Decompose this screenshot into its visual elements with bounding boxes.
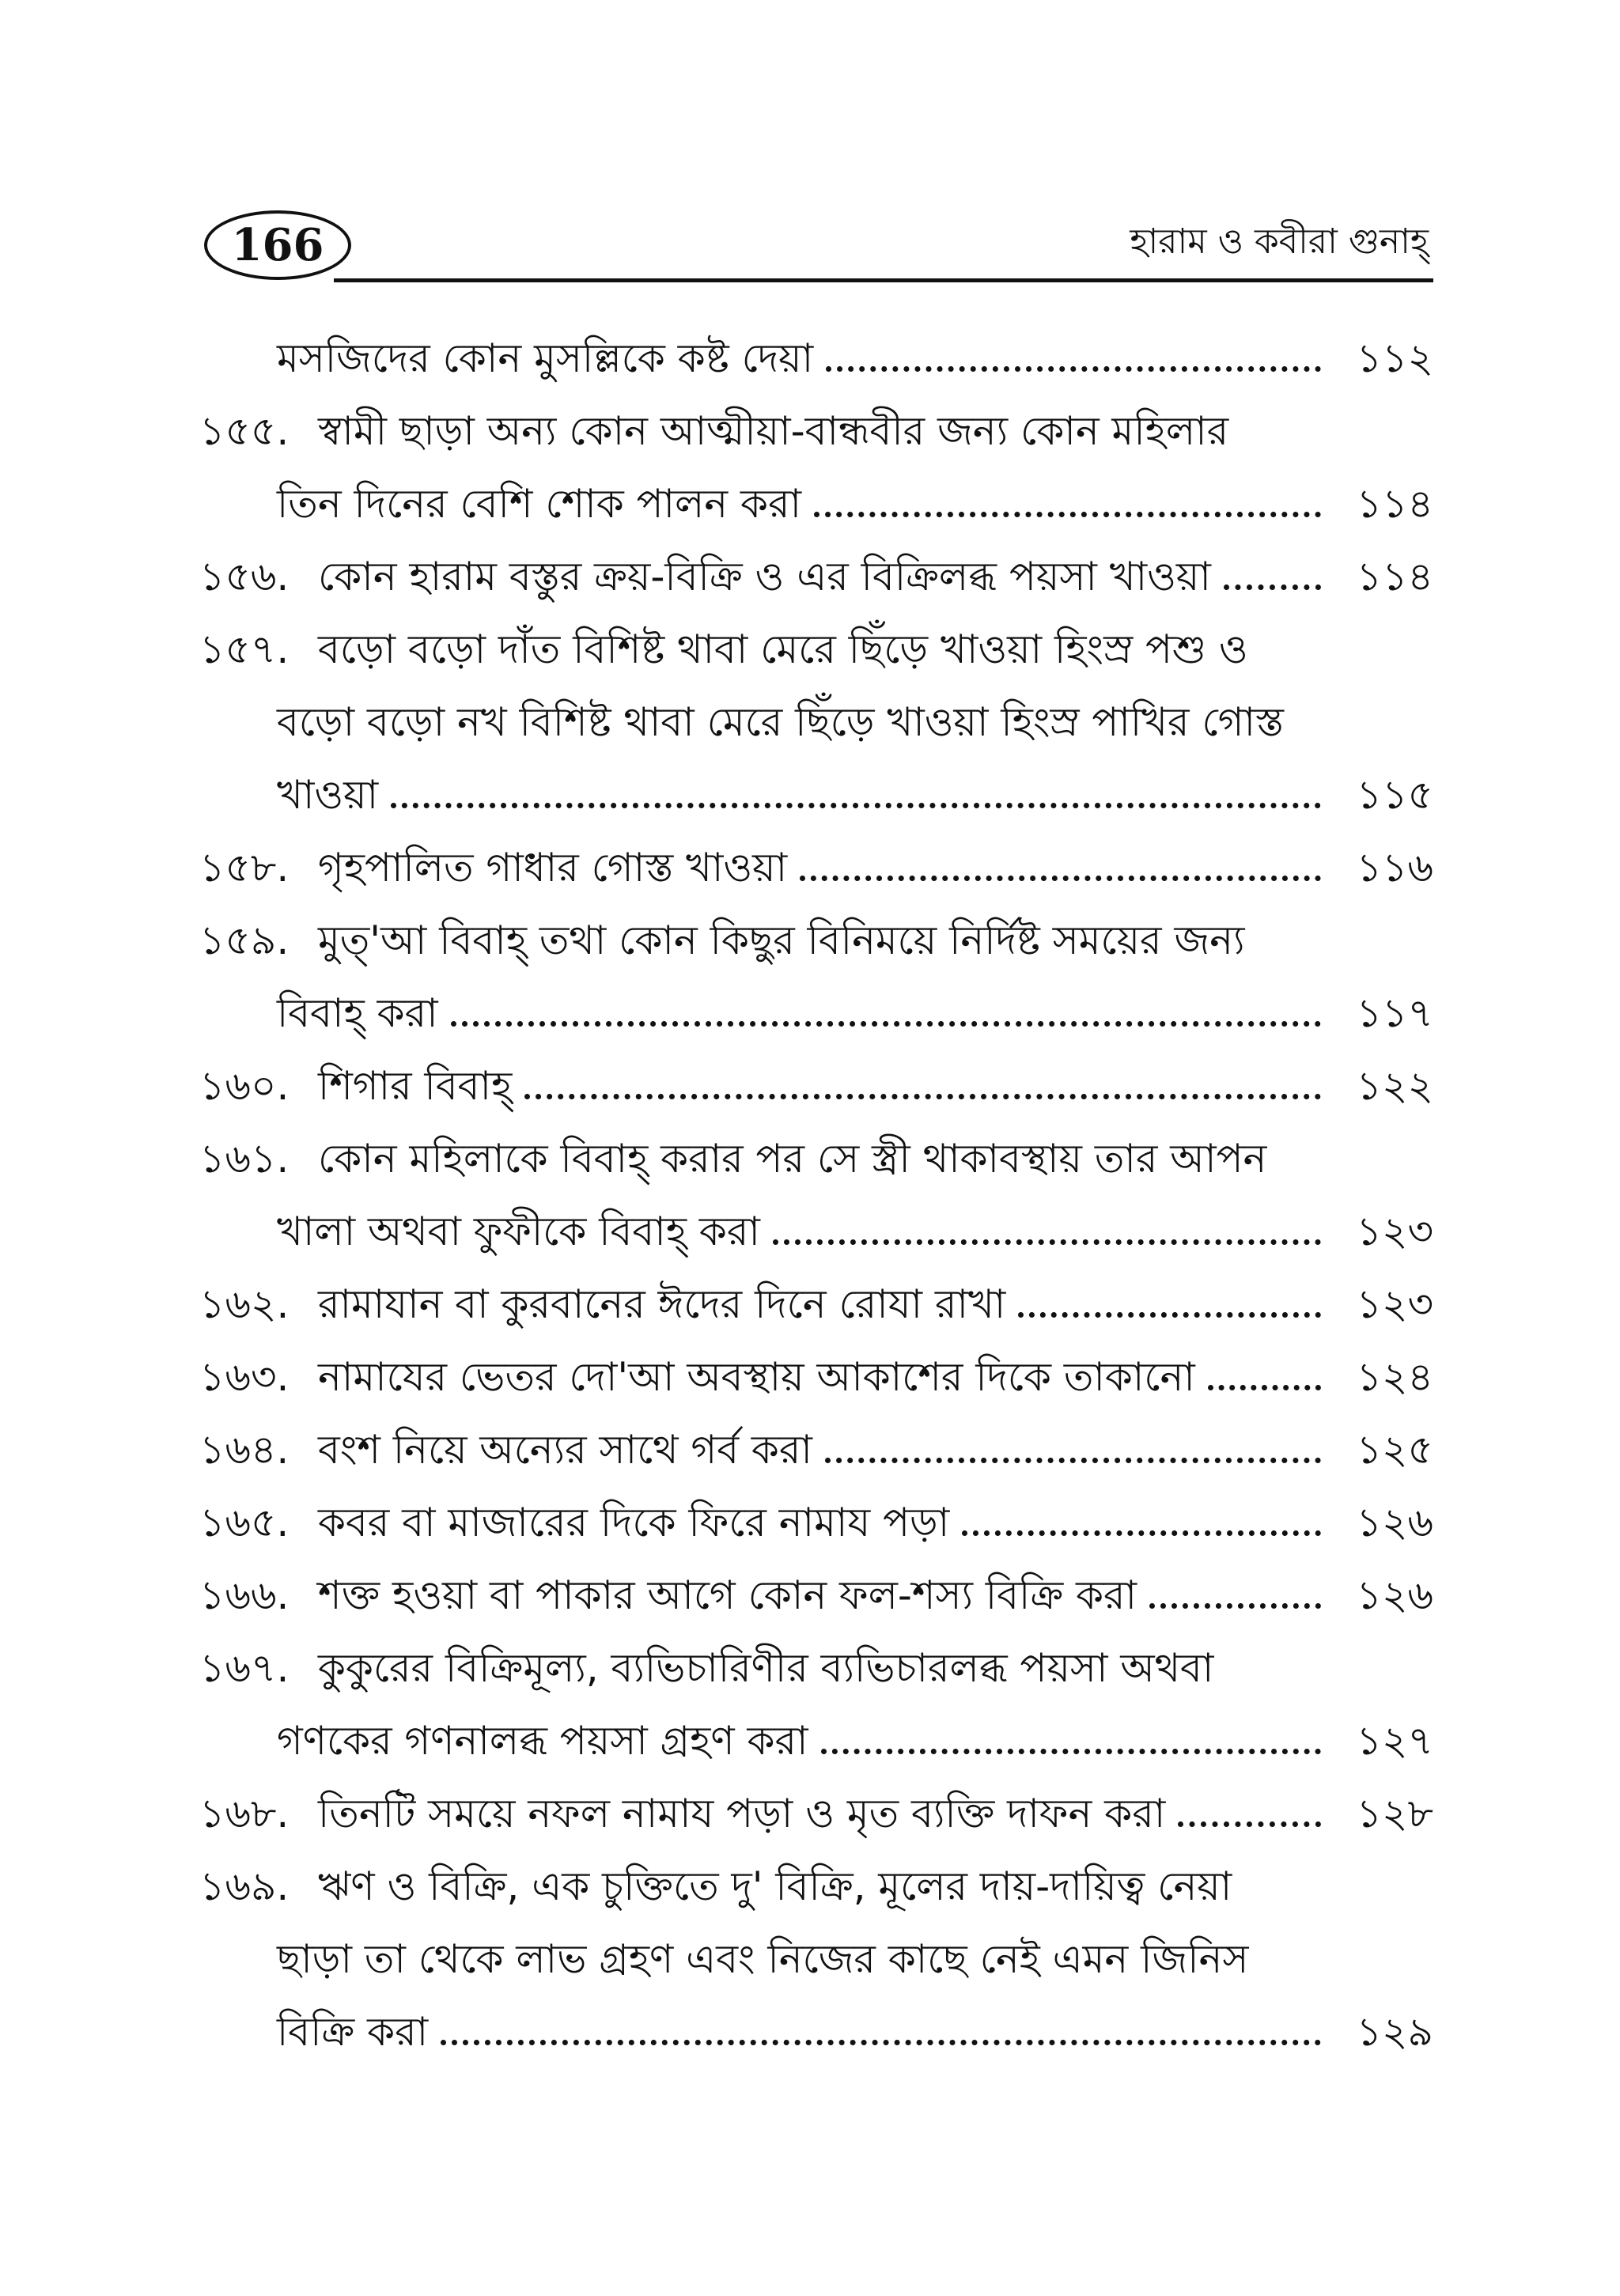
- entry-title: কোন মহিলাকে বিবাহ্ করার পর সে স্ত্রী থাকাবস্থায় তার আপন: [318, 1136, 1267, 1182]
- toc-line: [199, 755, 1433, 827]
- entry-number: ১৫৭.: [199, 626, 290, 672]
- toc-line: [199, 1409, 1433, 1482]
- entry-title: খালা অথবা ফুফীকে বিবাহ্ করা: [277, 1209, 760, 1254]
- entry-number: ১৫৮.: [199, 845, 290, 891]
- toc-entry: [199, 1482, 1433, 1555]
- dot-leader: [962, 1530, 1321, 1536]
- toc-entry: [199, 1264, 1433, 1337]
- dot-leader: [441, 2040, 1321, 2045]
- toc-line: [199, 1118, 1433, 1191]
- dot-leader: [826, 366, 1321, 372]
- entry-title: তিন দিনের বেশি শোক পালন করা: [277, 481, 802, 527]
- page-reference: ১২৬: [1356, 1572, 1433, 1618]
- toc-line: [199, 1337, 1433, 1409]
- toc-entry: [199, 318, 1433, 391]
- page-reference: ১২২: [1356, 1063, 1433, 1109]
- entry-number: ১৬৩.: [199, 1354, 290, 1400]
- table-of-contents: [199, 318, 1433, 2064]
- entry-title: কুকুরের বিক্রিমূল্য, ব্যভিচারিণীর ব্যভিচারলব্ধ পয়সা অথবা: [318, 1645, 1214, 1691]
- toc-line: [199, 1628, 1433, 1700]
- entry-number: ১৫৬.: [199, 554, 290, 600]
- dot-leader: [1018, 1312, 1321, 1318]
- dot-leader: [1149, 1603, 1321, 1609]
- page-reference: ১১৭: [1356, 990, 1433, 1036]
- toc-entry: [199, 1046, 1433, 1118]
- toc-line: [199, 682, 1433, 755]
- dot-leader: [773, 1239, 1321, 1245]
- toc-line: [199, 1264, 1433, 1337]
- entry-title: বড়ো বড়ো দাঁত বিশিষ্ট থাবা মেরে ছিঁড়ে খাওয়া হিংস্র পশু ও: [318, 626, 1248, 672]
- entry-title: খাওয়া: [277, 772, 379, 818]
- toc-entry: [199, 536, 1433, 609]
- entry-title: বংশ নিয়ে অন্যের সাথে গর্ব করা: [318, 1427, 812, 1473]
- entry-number: ১৬৭.: [199, 1645, 290, 1691]
- page-reference: ১২৪: [1356, 1354, 1433, 1400]
- toc-line: [199, 1919, 1433, 1992]
- toc-entry: [199, 827, 1433, 900]
- dot-leader: [1224, 584, 1321, 590]
- toc-line: [199, 973, 1433, 1046]
- entry-title: গৃহপালিত গাধার গোস্ত খাওয়া: [318, 845, 788, 891]
- toc-entry: [199, 391, 1433, 536]
- entry-title: মসজিদের কোন মুসল্লিকে কষ্ট দেয়া: [277, 335, 814, 381]
- page-reference: ১১৪: [1356, 554, 1433, 600]
- entry-number: ১৬৮.: [199, 1791, 290, 1836]
- entry-number: ১৫৯.: [199, 917, 290, 963]
- toc-line: [199, 900, 1433, 973]
- dot-leader: [451, 1021, 1321, 1027]
- entry-title: রামাযান বা কুরবানের ঈদের দিনে রোযা রাখা: [318, 1281, 1006, 1327]
- entry-number: ১৫৫.: [199, 408, 290, 454]
- page-reference: ১২৮: [1356, 1791, 1433, 1836]
- dot-leader: [1178, 1821, 1321, 1827]
- toc-entry: [199, 1409, 1433, 1482]
- entry-title: স্বামী ছাড়া অন্য কোন আত্মীয়া-বান্ধবীর জন্য কোন মহিলার: [318, 408, 1229, 454]
- page-reference: ১২৩: [1356, 1281, 1433, 1327]
- page-number: 166: [204, 210, 351, 280]
- entry-number: ১৬১.: [199, 1136, 290, 1182]
- toc-entry: [199, 1118, 1433, 1264]
- dot-leader: [814, 512, 1321, 517]
- entry-title: নামাযের ভেতর দো'আ অবস্থায় আকাশের দিকে তাকানো: [318, 1354, 1195, 1400]
- toc-line: [199, 1555, 1433, 1628]
- entry-title: গণকের গণনালব্ধ পয়সা গ্রহণ করা: [277, 1718, 808, 1764]
- entry-number: ১৬২.: [199, 1281, 290, 1327]
- page-reference: ১১৬: [1356, 845, 1433, 891]
- entry-title: কোন হারাম বস্তুর ক্রয়-বিক্রি ও এর বিক্রিলব্ধ পয়সা খাওয়া: [318, 554, 1211, 600]
- entry-title: শক্ত হওয়া বা পাকার আগে কোন ফল-শস্য বিক্রি করা: [318, 1572, 1137, 1618]
- toc-entry: [199, 1773, 1433, 1846]
- toc-line: [199, 1046, 1433, 1118]
- entry-number: ১৬০.: [199, 1063, 290, 1109]
- toc-line: [199, 536, 1433, 609]
- entry-title: তিনটি সময়ে নফল নামায পড়া ও মৃত ব্যক্তি দাফন করা: [318, 1791, 1166, 1836]
- toc-entry: [199, 1337, 1433, 1409]
- toc-line: [199, 1482, 1433, 1555]
- page-reference: ১২৯: [1356, 2009, 1433, 2055]
- toc-line: [199, 609, 1433, 682]
- entry-title: শিগার বিবাহ্: [318, 1063, 513, 1109]
- toc-line: [199, 318, 1433, 391]
- page-reference: ১২৫: [1356, 1427, 1433, 1473]
- dot-leader: [524, 1094, 1321, 1099]
- page-reference: ১২৭: [1356, 1718, 1433, 1764]
- dot-leader: [825, 1458, 1321, 1463]
- toc-entry: [199, 1846, 1433, 2064]
- dot-leader: [800, 876, 1321, 881]
- toc-entry: [199, 1628, 1433, 1773]
- entry-title: ঋণ ও বিক্রি, এক চুক্তিতে দু' বিক্রি, মূলের দায়-দায়িত্ব নেয়া: [318, 1863, 1232, 1909]
- toc-entry: [199, 609, 1433, 827]
- entry-title: ছাড়া তা থেকে লাভ গ্রহণ এবং নিজের কাছে নেই এমন জিনিস: [277, 1936, 1249, 1982]
- entry-number: ১৬৬.: [199, 1572, 290, 1618]
- entry-number: ১৬৯.: [199, 1863, 290, 1909]
- entry-title: কবর বা মাজারের দিকে ফিরে নামায পড়া: [318, 1500, 950, 1545]
- dot-leader: [821, 1749, 1321, 1754]
- toc-line: [199, 1191, 1433, 1264]
- dot-leader: [391, 803, 1321, 808]
- entry-title: বিবাহ্ করা: [277, 990, 438, 1036]
- toc-line: [199, 1992, 1433, 2064]
- page-reference: ১১৪: [1356, 481, 1433, 527]
- entry-title: মুত্'আ বিবাহ্ তথা কোন কিছুর বিনিময়ে নির্দিষ্ট সময়ের জন্য: [318, 917, 1245, 963]
- page-header: [199, 204, 1433, 293]
- page-reference: ১২৩: [1356, 1209, 1433, 1254]
- toc-line: [199, 1773, 1433, 1846]
- page-reference: ১১৫: [1356, 772, 1433, 818]
- toc-line: [199, 391, 1433, 463]
- toc-line: [199, 827, 1433, 900]
- entry-number: ১৬৫.: [199, 1500, 290, 1545]
- entry-title: বড়ো বড়ো নখ বিশিষ্ট থাবা মেরে ছিঁড়ে খাওয়া হিংস্র পাখির গোস্ত: [277, 699, 1284, 745]
- toc-entry: [199, 900, 1433, 1046]
- toc-line: [199, 1846, 1433, 1919]
- page-reference: ১১২: [1356, 335, 1433, 381]
- header-rule: [334, 278, 1433, 282]
- toc-line: [199, 463, 1433, 536]
- toc-entry: [199, 1555, 1433, 1628]
- toc-line: [199, 1700, 1433, 1773]
- entry-title: বিক্রি করা: [277, 2009, 429, 2055]
- entry-number: ১৬৪.: [199, 1427, 290, 1473]
- page-reference: ১২৬: [1356, 1500, 1433, 1545]
- book-title: হারাম ও কবীরা গুনাহ্: [1130, 221, 1429, 262]
- dot-leader: [1208, 1385, 1321, 1390]
